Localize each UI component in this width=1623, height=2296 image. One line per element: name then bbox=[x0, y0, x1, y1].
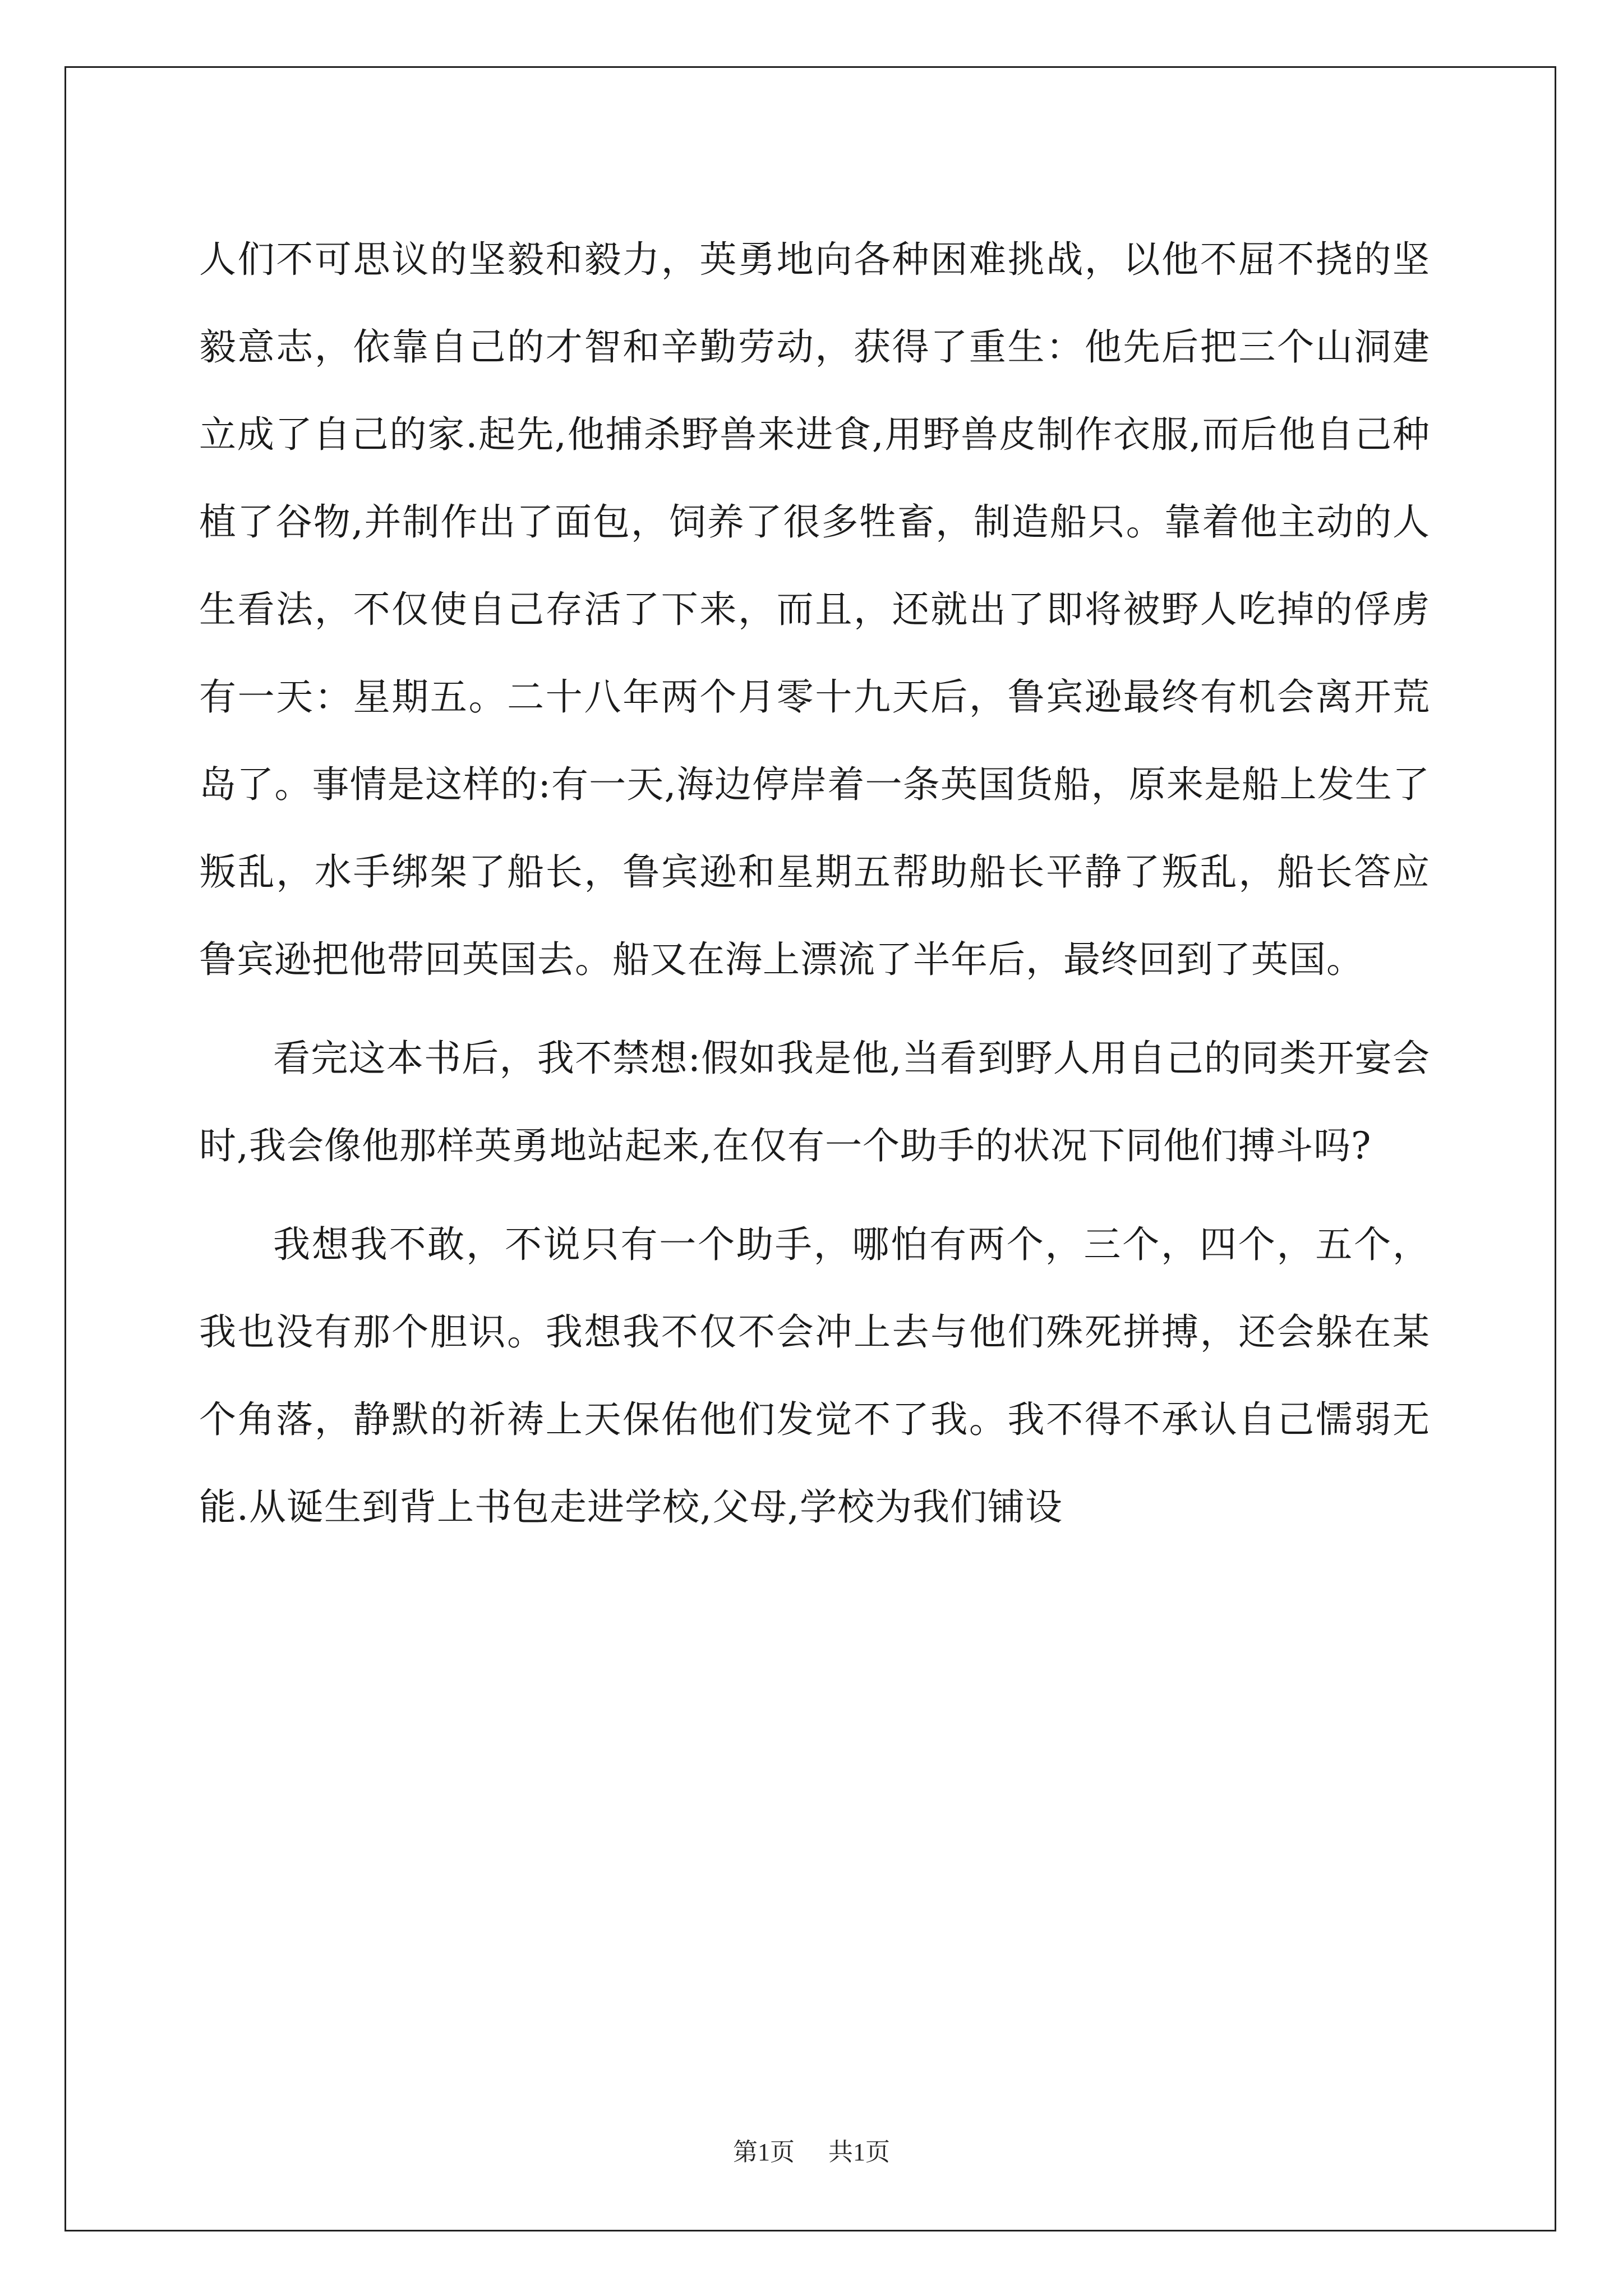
page-number: 第1页 bbox=[733, 2138, 795, 2166]
paragraph-1: 人们不可思议的坚毅和毅力，英勇地向各种困难挑战，以他不屈不挠的坚毅意志，依靠自己的才智和辛勤劳动，获得了重生：他先后把三个山洞建立成了自己的家.起先,他捕杀野兽来进食,用野兽皮制作衣服,而后他自己种植了谷物,并制作出了面包，饲养了很多牲畜，制造船只。靠着他主动的人生看法，不仅使自己存活了下来，而且，还就出了即将被野人吃掉的俘虏有一天：星期五。二十八年两个月零十九天后，鲁宾逊最终有机会离开荒岛了。事情是这样的:有一天,海边停岸着一条英国货船，原来是船上发生了叛乱，水手绑架了船长，鲁宾逊和星期五帮助船长平静了叛乱，船长答应鲁宾逊把他带回英国去。船又在海上漂流了半年后，最终回到了英国。 bbox=[199, 238, 1430, 981]
paragraph-2: 看完这本书后，我不禁想:假如我是他,当看到野人用自己的同类开宴会时,我会像他那样英勇地站起来,在仅有一个助手的状况下同他们搏斗吗? bbox=[199, 1037, 1430, 1167]
document-body bbox=[199, 216, 1430, 1551]
page-total: 共1页 bbox=[828, 2138, 890, 2166]
paragraph-3: 我想我不敢，不说只有一个助手，哪怕有两个，三个，四个，五个，我也没有那个胆识。我想我不仅不会冲上去与他们殊死拼搏，还会躲在某个角落，静默的祈祷上天保佑他们发觉不了我。我不得不承认自己懦弱无能.从诞生到背上书包走进学校,父母,学校为我们铺设 bbox=[199, 1223, 1430, 1529]
page-footer bbox=[0, 2132, 1623, 2168]
